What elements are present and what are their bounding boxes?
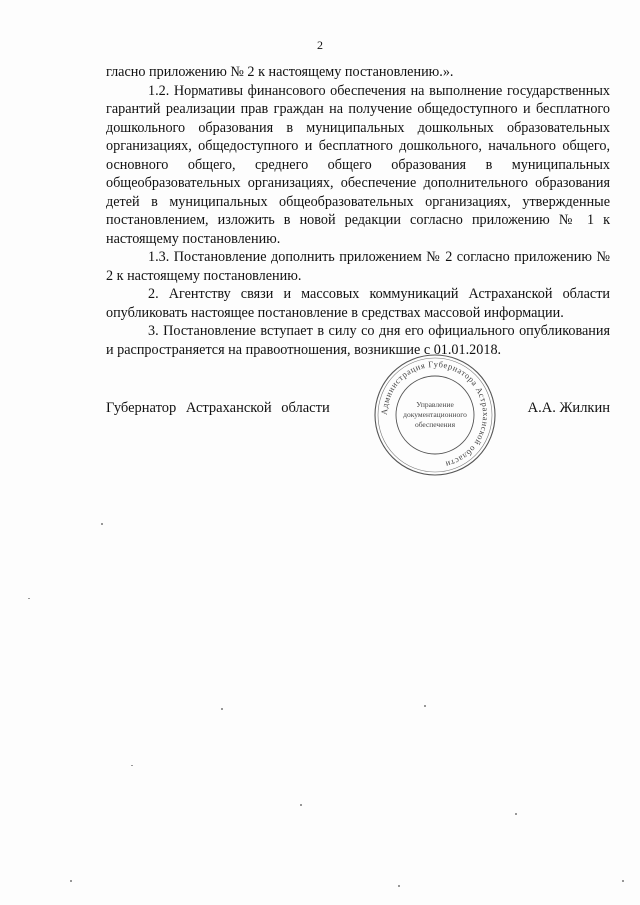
scan-speck — [515, 813, 517, 815]
paragraph-2: 2. Агентству связи и массовых коммуникаций Астраханской области опубликовать настоящее постановление в средствах массовой информации. — [106, 286, 610, 321]
signatory-title: Губернатор Астраханской области — [106, 400, 330, 416]
scan-speck — [300, 804, 302, 806]
stamp-line-1: Управление — [416, 400, 454, 409]
scan-speck — [28, 598, 30, 599]
official-stamp — [370, 350, 500, 480]
document-body — [106, 63, 610, 359]
stamp-outer-text: Администрация Губернатора Астраханской области — [378, 358, 492, 470]
page-number: 2 — [317, 38, 323, 52]
scan-speck — [398, 885, 400, 887]
stamp-line-2: документационного — [403, 410, 467, 419]
paragraph-1-2: 1.2. Нормативы финансового обеспечения на выполнение государственных гарантий реализации прав граждан на получение общедоступного и бесплатного дошкольного образования в муниципальных дошкольных образовательных организациях, общедоступного и бесплатного дошкольного, начального общего, основного общего, среднего общего образования в муниципальных общеобразовательных организациях, обеспечение дополнительного образования детей в муниципальных общеобразовательных организациях, утвержденные постановлением, изложить в новой редакции согласно приложению № 1 к настоящему постановлению. — [106, 82, 610, 247]
scan-speck — [424, 705, 426, 707]
scan-speck — [221, 708, 223, 710]
paragraph-3: 3. Постановление вступает в силу со дня его официального опубликования и распространяется на правоотношения, возникшие с 01.01.2018. — [106, 323, 610, 358]
scan-speck — [101, 523, 103, 525]
scan-speck — [131, 765, 133, 766]
paragraph-1-3: 1.3. Постановление дополнить приложением № 2 согласно приложению № 2 к настоящему постановлению. — [106, 249, 610, 284]
signatory-name: А.А. Жилкин — [527, 400, 610, 416]
paragraph-continuation: гласно приложению № 2 к настоящему постановлению.». — [106, 64, 454, 80]
scan-speck — [622, 880, 624, 882]
scan-speck — [70, 880, 72, 882]
stamp-line-3: обеспечения — [414, 420, 456, 429]
